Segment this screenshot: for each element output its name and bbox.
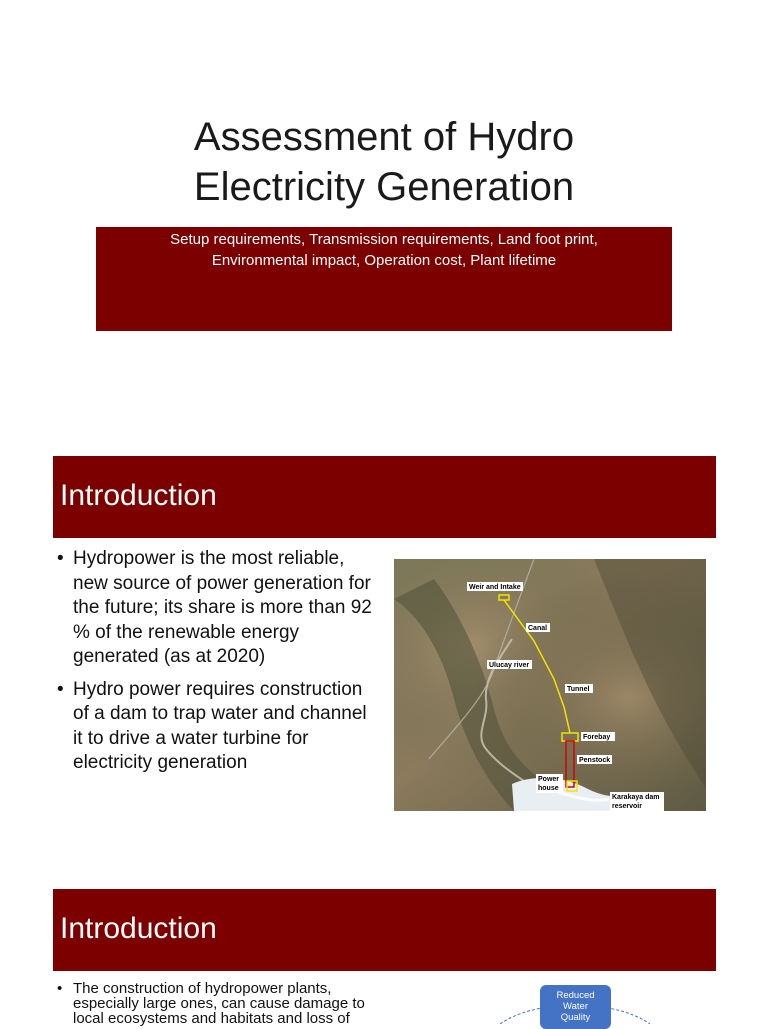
title-line-2: Electricity Generation <box>193 165 575 209</box>
bullet-line: local ecosystems and habitats and loss of <box>73 1010 350 1027</box>
diagram-node-reduced-water-quality <box>540 985 611 1029</box>
slide2-bullet-list <box>57 547 377 784</box>
subtitle-line-2: Environmental impact, Operation cost, Plant lifetime <box>211 252 557 269</box>
label-canal: Canal <box>528 625 548 632</box>
bullet-item: • Hydro power requires construction of a dam to trap water and channel it to drive a water turbine for electricity generation <box>57 678 377 776</box>
label-karakaya-dam: Karakaya dam <box>612 794 660 801</box>
bullet-line: especially large ones, can cause damage to <box>73 995 365 1012</box>
node-line: Water <box>563 1001 588 1012</box>
subtitle-box <box>96 227 672 331</box>
hydro-site-satellite-map <box>394 559 706 811</box>
slide-title <box>0 112 768 212</box>
slide2-heading-banner <box>53 456 716 538</box>
node-line: Reduced <box>556 990 595 1001</box>
label-house: house <box>538 785 559 792</box>
slide3-bullet-list <box>57 981 397 1026</box>
map-graphic <box>394 559 706 811</box>
slide2-heading: Introduction <box>60 479 217 512</box>
node-line: Quality <box>560 1012 591 1023</box>
label-river: Ulucay river <box>489 662 530 669</box>
label-penstock: Penstock <box>579 757 611 764</box>
title-slide <box>0 0 768 420</box>
label-power: Power <box>538 776 560 783</box>
title-line-1: Assessment of Hydro <box>193 115 575 159</box>
label-reservoir: reservoir <box>612 803 642 810</box>
label-weir-intake: Weir and Intake <box>469 584 521 591</box>
bullet-line: • The construction of hydropower plants, <box>73 980 332 997</box>
bullet-item <box>57 981 397 1026</box>
slide3-heading: Introduction <box>60 912 217 945</box>
bullet-item: • Hydropower is the most reliable, new source of power generation for the future; its share is more than 92 % of the renewable energy generated (as at 2020) <box>57 547 377 670</box>
label-tunnel: Tunnel <box>567 686 590 693</box>
label-forebay: Forebay <box>583 734 611 741</box>
subtitle-line-1: Setup requirements, Transmission requirements, Land foot print, <box>170 231 598 248</box>
slide3-heading-banner <box>53 889 716 971</box>
